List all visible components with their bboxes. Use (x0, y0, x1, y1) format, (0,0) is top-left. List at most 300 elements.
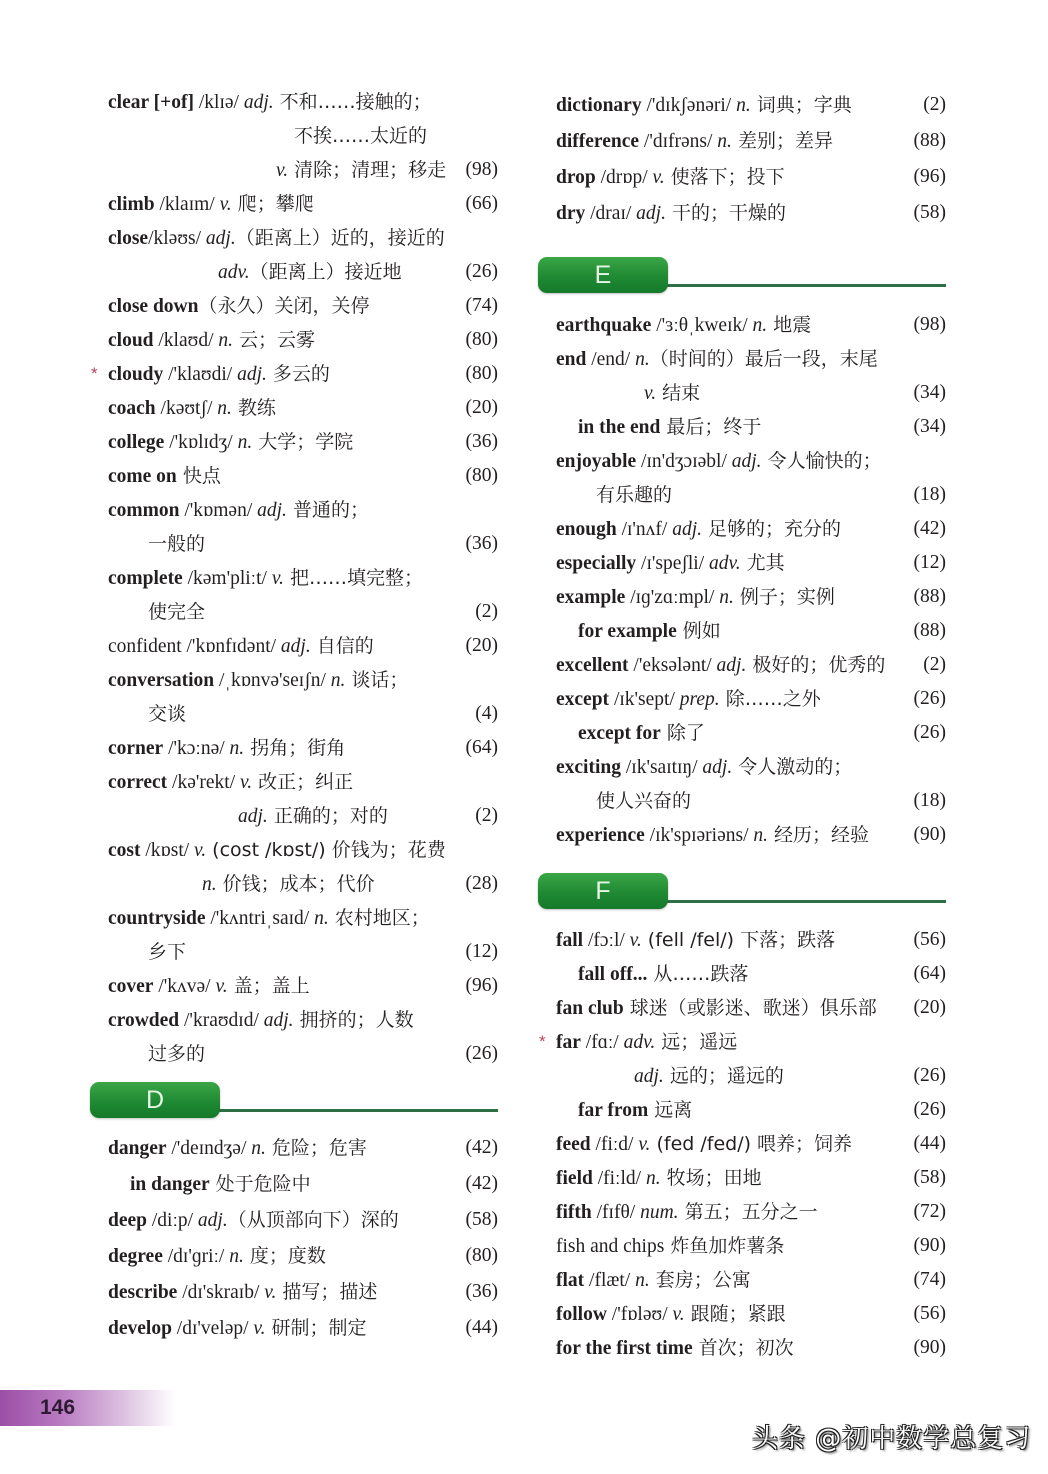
page-ref: (2) (475, 805, 498, 826)
page-ref: (18) (913, 484, 946, 505)
section-rule (664, 284, 946, 287)
definition: (fed /fed/) 喂养；饲养 (650, 1133, 853, 1155)
definition: 除了 (660, 722, 705, 744)
entry-line (91, 357, 498, 391)
part-of-speech: adj. (716, 655, 747, 676)
part-of-speech: adj. (634, 1066, 664, 1087)
entry-line (108, 493, 498, 527)
page-ref: (90) (913, 1337, 946, 1358)
definition: 过多的 (148, 1043, 206, 1065)
page-number-bar (0, 1390, 175, 1426)
definition: 清除；清理；移走 (288, 159, 447, 181)
part-of-speech: adj. (731, 451, 762, 472)
part-of-speech: n. (736, 95, 751, 116)
definition: 干的；干燥的 (665, 202, 786, 224)
section-header (538, 257, 946, 297)
page-ref: (36) (465, 533, 498, 554)
entry-text (108, 1203, 399, 1238)
page-ref: (42) (913, 518, 946, 539)
phonetic: /klɪə/ (194, 92, 244, 113)
entry-line (108, 561, 498, 595)
definition: 云；云雾 (233, 329, 316, 351)
entry-line (556, 410, 946, 444)
headword: conversation (108, 670, 215, 691)
entry-text (108, 1239, 326, 1274)
part-of-speech: adv. (623, 1032, 656, 1053)
entry-text (108, 629, 374, 664)
definition: 谈话； (345, 669, 409, 691)
entry-text (556, 1195, 818, 1230)
entry-line (108, 425, 498, 459)
page-ref: (34) (913, 382, 946, 403)
definition: 第五；五分之一 (678, 1201, 818, 1223)
definition: 差别；差异 (731, 130, 833, 152)
headword: earthquake (556, 315, 652, 336)
headword: except (556, 689, 610, 710)
part-of-speech: adj. (238, 806, 268, 827)
page-ref: (58) (913, 202, 946, 223)
page-ref: (2) (475, 601, 498, 622)
phonetic: /'kɒlɪdʒ/ (164, 432, 238, 453)
part-of-speech: v. (672, 1304, 685, 1325)
definition: 远的；遥远的 (663, 1065, 784, 1087)
definition: 极好的；优秀的 (746, 654, 886, 676)
entry-text (108, 85, 432, 120)
phonetic: /fiːd/ (590, 1134, 639, 1155)
phonetic: /'fɒləʊ/ (606, 1304, 673, 1325)
entry-line (556, 196, 946, 230)
page-ref: (80) (465, 465, 498, 486)
headword: countryside (108, 908, 206, 929)
entry-line (556, 750, 946, 784)
phonetic: /kə'rekt/ (167, 772, 240, 793)
entry-text (108, 289, 369, 324)
definition: 普通的； (286, 499, 369, 521)
phonetic: /kəm'pliːt/ (182, 568, 272, 589)
definition: 大学；学院 (252, 431, 354, 453)
entry-text (108, 765, 353, 800)
section-header (538, 873, 946, 913)
definition: 爬；攀爬 (231, 193, 314, 215)
entry-text (556, 923, 835, 958)
page-ref: (98) (465, 159, 498, 180)
part-of-speech: v. (240, 772, 253, 793)
part-of-speech: adv. (218, 262, 250, 283)
definition: （时间的）最后一段，末尾 (649, 348, 878, 370)
entry-text (596, 784, 691, 819)
part-of-speech: v. (629, 930, 642, 951)
page-ref: (96) (465, 975, 498, 996)
headword: close (108, 228, 149, 249)
part-of-speech: n. (645, 1168, 661, 1189)
entry-line (108, 697, 498, 731)
part-of-speech: adj. (263, 1010, 294, 1031)
entry-line (556, 648, 946, 682)
phonetic: /end/ (586, 349, 636, 370)
page-ref: (18) (913, 790, 946, 811)
phonetic: /dɪ'veləp/ (171, 1318, 254, 1339)
part-of-speech: v. (276, 160, 289, 181)
phonetic: /ɪn'dʒɔɪəbl/ (636, 451, 732, 472)
entry-text (556, 88, 852, 123)
definition: 结束 (656, 382, 701, 404)
part-of-speech: v. (644, 383, 657, 404)
entry-line (556, 957, 946, 991)
entry-line (108, 153, 498, 187)
page-ref: (20) (465, 397, 498, 418)
definition: 自信的 (310, 635, 374, 657)
entry-text (108, 459, 221, 494)
headword: college (108, 432, 165, 453)
phonetic: /dɪ'skraɪb/ (177, 1282, 265, 1303)
entry-line (556, 1297, 946, 1331)
headword: dry (556, 203, 586, 224)
part-of-speech: n. (314, 908, 329, 929)
definition: 例如 (676, 620, 721, 642)
part-of-speech: adj. (197, 1210, 228, 1231)
entry-text (578, 614, 721, 649)
headword: exciting (556, 757, 621, 778)
headword: enough (556, 519, 617, 540)
headword: clear [+of] (108, 92, 194, 113)
part-of-speech: n. (752, 315, 768, 336)
page-ref: (58) (913, 1167, 946, 1188)
phonetic: /'kraʊdɪd/ (179, 1010, 264, 1031)
definition: 跟随；紧跟 (684, 1303, 786, 1325)
entry-line (108, 1239, 498, 1273)
entry-text (556, 308, 811, 343)
definition: 农村地区； (328, 907, 430, 929)
headword: excellent (556, 655, 629, 676)
entry-text (556, 546, 785, 581)
entry-text (108, 1003, 414, 1038)
entry-text (556, 648, 885, 683)
definition: （永久）关闭，关停 (198, 295, 370, 317)
page-ref: (44) (465, 1317, 498, 1338)
page-ref: (12) (465, 941, 498, 962)
page-ref: (26) (913, 1099, 946, 1120)
definition: （距离上）近的，接近的 (235, 227, 445, 249)
definition: 有乐趣的 (596, 484, 673, 506)
entry-line (108, 629, 498, 663)
headword: in the end (578, 417, 661, 438)
entry-text (596, 478, 672, 513)
page-ref: (90) (913, 1235, 946, 1256)
headword: cloud (108, 330, 154, 351)
entry-text (556, 124, 833, 159)
entry-line (556, 124, 946, 158)
phonetic: /klaʊd/ (153, 330, 219, 351)
entry-text (108, 323, 315, 358)
phonetic: /'dɪfrəns/ (639, 131, 718, 152)
entry-line (108, 935, 498, 969)
entry-text (130, 1167, 311, 1202)
entry-line (108, 323, 498, 357)
entry-line (556, 1059, 946, 1093)
phonetic: /'kʌntriˌsaɪd/ (205, 908, 315, 929)
entry-line (108, 459, 498, 493)
entry-line (108, 595, 498, 629)
headword: except for (578, 723, 661, 744)
definition: 拥挤的；人数 (293, 1009, 414, 1031)
entry-text (556, 160, 785, 195)
definition: 远离 (648, 1099, 693, 1121)
headword: in danger (130, 1174, 210, 1195)
entry-line (108, 255, 498, 289)
entry-line (556, 308, 946, 342)
page-ref: (2) (923, 654, 946, 675)
entry-line (556, 160, 946, 194)
entry-text (556, 196, 786, 231)
entry-text (634, 1059, 784, 1094)
entry-line (556, 546, 946, 580)
headword: flat (556, 1270, 585, 1291)
entry-text (556, 682, 821, 717)
page-ref: (28) (465, 873, 498, 894)
part-of-speech: n. (229, 738, 245, 759)
definition: 正确的；对的 (267, 805, 388, 827)
page-ref: (20) (913, 997, 946, 1018)
headword: cover (108, 976, 154, 997)
headword: far from (578, 1100, 649, 1121)
entry-text (556, 1229, 784, 1264)
page-number: 146 (40, 1396, 76, 1419)
phonetic: /'kʌvə/ (153, 976, 216, 997)
phonetic: /fiːld/ (592, 1168, 646, 1189)
definition: 乡下 (148, 941, 187, 963)
part-of-speech: adj. (280, 636, 311, 657)
entry-text (108, 731, 345, 766)
page-ref: (88) (913, 586, 946, 607)
definition: 令人愉快的； (761, 450, 882, 472)
phonetic: /'eksələnt/ (628, 655, 717, 676)
entry-line (108, 1167, 498, 1201)
phonetic: /'kɒmən/ (179, 500, 258, 521)
definition: 处于危险中 (209, 1173, 311, 1195)
star-marker: * (539, 1032, 546, 1051)
entry-line (556, 1127, 946, 1161)
entry-line (108, 867, 498, 901)
part-of-speech: n. (202, 874, 217, 895)
phonetic: /kəʊtʃ/ (155, 398, 218, 419)
headword: cloudy (108, 364, 164, 385)
entry-line (556, 376, 946, 410)
entry-text (148, 1037, 205, 1072)
entry-text (108, 901, 430, 936)
part-of-speech: adj. (672, 519, 703, 540)
page-ref: (74) (913, 1269, 946, 1290)
entry-text (578, 410, 761, 445)
headword: complete (108, 568, 183, 589)
definition: 词典；字典 (750, 94, 852, 116)
entry-text (238, 799, 388, 834)
page-ref: (80) (465, 363, 498, 384)
definition: 不挨……太近的 (294, 125, 428, 147)
entry-line (108, 833, 498, 867)
definition: 描写；描述 (276, 1281, 378, 1303)
headword: climb (108, 194, 155, 215)
page-ref: (36) (465, 431, 498, 452)
definition: 炸鱼加炸薯条 (664, 1235, 785, 1257)
part-of-speech: v. (264, 1282, 277, 1303)
definition: 把……填完整； (283, 567, 423, 589)
phonetic: /draɪ/ (585, 203, 637, 224)
definition: 足够的；充分的 (702, 518, 842, 540)
entry-line (556, 580, 946, 614)
entry-line (108, 1311, 498, 1345)
entry-text (276, 153, 446, 188)
entry-text (556, 580, 835, 615)
entry-line (556, 1229, 946, 1263)
part-of-speech: n. (251, 1138, 266, 1159)
page-ref: (2) (923, 94, 946, 115)
phonetic: /flæt/ (584, 1270, 636, 1291)
entry-text (108, 1275, 377, 1310)
entry-line (556, 991, 946, 1025)
section-letter: E (594, 261, 612, 289)
definition: 球迷（或影迷、歌迷）俱乐部 (623, 997, 877, 1019)
headword: example (556, 587, 626, 608)
page-ref: (26) (913, 1065, 946, 1086)
page-ref: (88) (913, 620, 946, 641)
entry-text (108, 561, 423, 596)
entry-text (556, 991, 877, 1026)
phonetic: /kləʊs/ (148, 228, 206, 249)
part-of-speech: adj. (237, 364, 267, 385)
phonetic: /'dɪkʃənəri/ (641, 95, 737, 116)
page-ref: (34) (913, 416, 946, 437)
phonetic: /ɪk'sept/ (609, 689, 680, 710)
entry-text (556, 512, 841, 547)
entry-line (556, 1263, 946, 1297)
page-ref: (4) (475, 703, 498, 724)
page-ref: (42) (465, 1137, 498, 1158)
part-of-speech: adj. (702, 757, 733, 778)
page-ref: (80) (465, 1245, 498, 1266)
headword: field (556, 1168, 593, 1189)
page-ref: (80) (465, 329, 498, 350)
entry-text (202, 867, 375, 902)
definition: 盖；盖上 (227, 975, 310, 997)
definition: 从……跌落 (647, 963, 749, 985)
section-rule (216, 1109, 498, 1112)
entry-text (556, 1161, 762, 1196)
entry-line (108, 187, 498, 221)
part-of-speech: n. (635, 1270, 650, 1291)
phonetic: /'kɒnfɪdənt/ (181, 636, 281, 657)
headword: come on (108, 466, 177, 487)
definition: 研制；制定 (265, 1317, 367, 1339)
headword: degree (108, 1246, 163, 1267)
entry-line (108, 119, 498, 153)
page-ref: (88) (913, 130, 946, 151)
entry-line (108, 799, 498, 833)
headword: end (556, 349, 587, 370)
entry-line (108, 901, 498, 935)
entry-line (108, 289, 498, 323)
headword: enjoyable (556, 451, 637, 472)
definition: 多云的 (266, 363, 330, 385)
part-of-speech: v. (271, 568, 284, 589)
headword: for example (578, 621, 677, 642)
headword: dictionary (556, 95, 642, 116)
phonetic: /ɪk'saɪtɪŋ/ (620, 757, 703, 778)
page-ref: (72) (913, 1201, 946, 1222)
phonetic: /drɒp/ (595, 167, 653, 188)
phonetic: /ɪk'spɪəriəns/ (644, 825, 754, 846)
entry-text (108, 493, 369, 528)
page-ref: (64) (465, 737, 498, 758)
entry-text (108, 221, 445, 256)
part-of-speech: v. (652, 167, 665, 188)
page-ref: (36) (465, 1281, 498, 1302)
phonetic: /ɪ'speʃli/ (636, 553, 709, 574)
definition: 尤其 (740, 552, 785, 574)
headword: correct (108, 772, 168, 793)
headword: far (556, 1032, 581, 1053)
part-of-speech: prep. (679, 689, 720, 710)
definition: 一般的 (148, 533, 206, 555)
definition: 改正；纠正 (252, 771, 354, 793)
headword: cost (108, 840, 141, 861)
phonetic: /dɪ'ɡriː/ (162, 1246, 230, 1267)
definition: 套房；公寓 (649, 1269, 751, 1291)
part-of-speech: n. (217, 398, 232, 419)
phonetic: /ɪɡ'zɑːmpl/ (625, 587, 720, 608)
definition: 快点 (176, 465, 221, 487)
section-rule (664, 900, 946, 903)
entry-text (148, 527, 205, 562)
entry-line (556, 1195, 946, 1229)
entry-text (148, 697, 186, 732)
definition: 危险；危害 (265, 1137, 367, 1159)
entry-text (556, 1127, 852, 1162)
phonetic: /ɪ'nʌf/ (616, 519, 673, 540)
definition: 拐角；街角 (244, 737, 346, 759)
entry-line (108, 663, 498, 697)
definition: （距离上）接近地 (249, 261, 402, 283)
entry-line (108, 1037, 498, 1071)
headword: fall off... (578, 964, 648, 985)
entry-text (556, 342, 878, 377)
page-ref: (56) (913, 929, 946, 950)
definition: 使完全 (148, 601, 206, 623)
page-ref: (26) (913, 722, 946, 743)
entry-line (556, 512, 946, 546)
definition: 首次；初次 (692, 1337, 794, 1359)
definition: (fell /fel/) 下落；跌落 (641, 929, 836, 951)
phonetic: /ˌkɒnvə'seɪʃn/ (214, 670, 331, 691)
entry-line (556, 1331, 946, 1365)
page-ref: (58) (465, 1209, 498, 1230)
page-ref: (44) (913, 1133, 946, 1154)
page-ref: (26) (465, 1043, 498, 1064)
entry-text (556, 1297, 786, 1332)
headword: follow (556, 1304, 607, 1325)
phonetic: /'klaʊdi/ (163, 364, 238, 385)
entry-line (108, 527, 498, 561)
entry-line (108, 1275, 498, 1309)
headword: corner (108, 738, 164, 759)
headword: feed (556, 1134, 591, 1155)
definition: 令人激动的； (732, 756, 853, 778)
entry-line (556, 478, 946, 512)
entry-text (556, 750, 852, 785)
star-marker: * (91, 364, 98, 383)
page-ref: (98) (913, 314, 946, 335)
entry-text (578, 957, 748, 992)
headword: fifth (556, 1202, 592, 1223)
